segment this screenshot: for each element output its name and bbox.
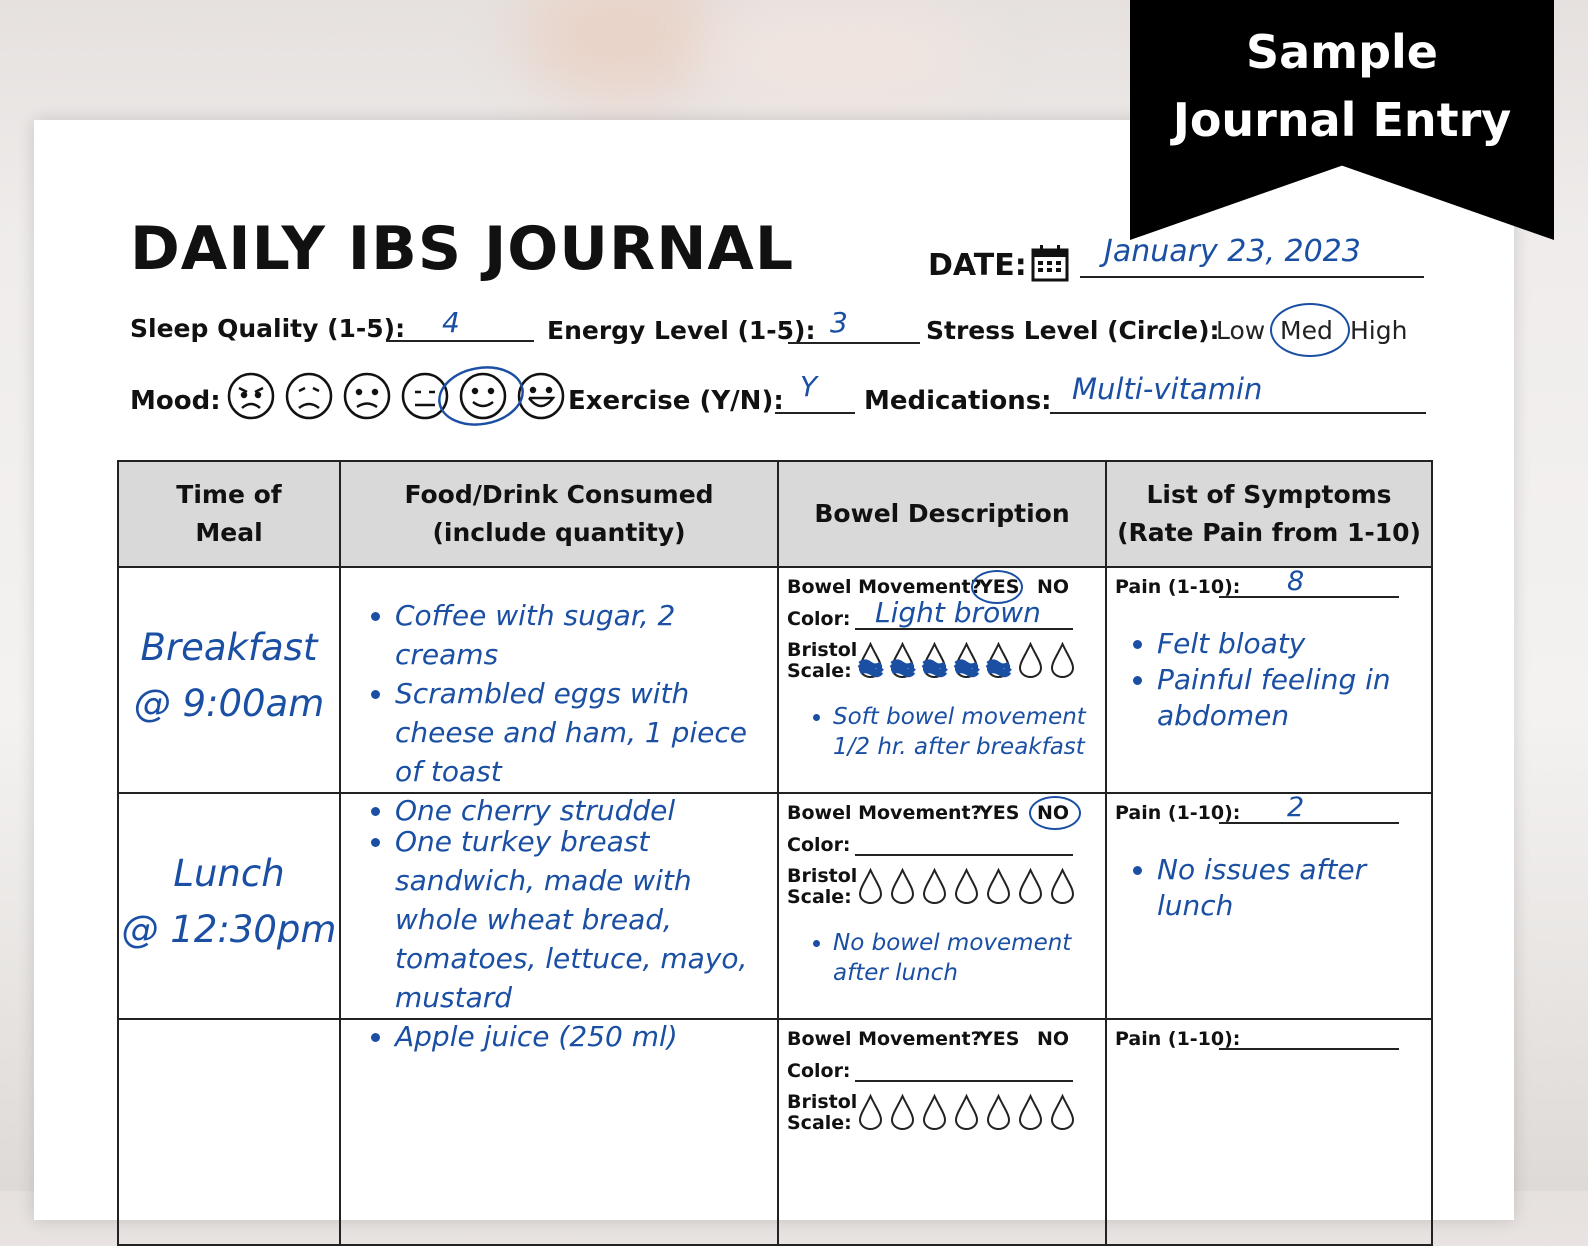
meal-time	[119, 620, 339, 732]
color-label: Color:	[787, 834, 851, 856]
column-header-food: Food/Drink Consumed (include quantity)	[340, 461, 778, 567]
drop-icon[interactable]	[889, 868, 916, 904]
food-cell[interactable]	[340, 793, 778, 1053]
symptom-item: • Painful feeling in abdomen	[1157, 662, 1425, 734]
drop-icon[interactable]	[985, 1094, 1012, 1130]
drop-icon[interactable]	[953, 868, 980, 904]
table-header-row	[118, 461, 1432, 567]
color-line	[855, 1080, 1073, 1082]
bowel-movement-label: Bowel Movement?	[787, 1028, 982, 1050]
energy-level-label: Energy Level (1-5):	[547, 316, 816, 345]
drop-icon[interactable]	[921, 1094, 948, 1130]
pain-value: 2	[1287, 792, 1305, 823]
mood-faces	[225, 366, 565, 426]
symptoms-cell[interactable]	[1106, 1019, 1432, 1245]
background-blur	[700, 0, 980, 110]
exercise-label: Exercise (Y/N):	[568, 386, 784, 416]
bowel-note: • No bowel movement after lunch	[833, 928, 1099, 988]
drop-icon[interactable]	[985, 868, 1012, 904]
angry-face-icon[interactable]	[229, 374, 273, 418]
meal-time-value: @ 12:30pm	[121, 908, 337, 951]
food-cell[interactable]	[340, 1019, 778, 1245]
banner-line2: Journal Entry	[1172, 93, 1512, 147]
food-item: • Coffee with sugar, 2 creams	[395, 596, 771, 674]
stress-option-high[interactable]: High	[1350, 316, 1408, 345]
stress-option-low[interactable]: Low	[1216, 316, 1266, 345]
drop-icon[interactable]	[953, 1094, 980, 1130]
color-label: Color:	[787, 1060, 851, 1082]
pain-line	[1219, 596, 1399, 598]
exercise-line	[775, 412, 855, 414]
bowel-notes	[789, 702, 1099, 762]
pain-label: Pain (1-10):	[1115, 1028, 1241, 1050]
drop-icon[interactable]	[1049, 642, 1076, 678]
stress-option-med[interactable]: Med	[1280, 316, 1333, 345]
filled-drop-icon[interactable]	[985, 642, 1012, 678]
meal-time-value: @ 9:00am	[133, 682, 325, 725]
calendar-icon	[1030, 243, 1070, 283]
drop-icon[interactable]	[1049, 1094, 1076, 1130]
medications-label: Medications:	[864, 386, 1052, 416]
bowel-movement-label: Bowel Movement?	[787, 802, 982, 824]
sleep-quality-line	[386, 340, 534, 342]
symptom-item: • No issues after lunch	[1157, 852, 1425, 924]
pain-line	[1219, 1048, 1399, 1050]
bowel-cell[interactable]	[778, 1019, 1106, 1245]
bristol-label: Bristol Scale:	[787, 1091, 858, 1134]
smile-face-icon[interactable]	[461, 374, 505, 418]
bowel-no-circle	[1029, 796, 1081, 830]
color-label: Color:	[787, 608, 851, 630]
bowel-yes-option[interactable]: YES	[979, 1028, 1020, 1050]
banner-text	[1130, 18, 1554, 154]
food-cell[interactable]	[340, 567, 778, 827]
drop-icon[interactable]	[889, 1094, 916, 1130]
meal-time-cell[interactable]	[118, 567, 340, 793]
sleep-quality-label: Sleep Quality (1-5):	[130, 314, 406, 343]
pain-label: Pain (1-10):	[1115, 576, 1241, 598]
bristol-label: Bristol Scale:	[787, 639, 858, 682]
energy-level-value[interactable]: 3	[830, 306, 848, 339]
filled-drop-icon[interactable]	[953, 642, 980, 678]
pain-value: 8	[1287, 566, 1305, 597]
food-item: • One turkey breast sandwich, made with whole wheat bread, tomatoes, lettuce, mayo, mustard	[395, 822, 771, 1017]
bowel-no-option[interactable]: NO	[1037, 576, 1070, 598]
color-value: Light brown	[875, 596, 1041, 629]
frown-face-icon[interactable]	[345, 374, 389, 418]
meal-name: Breakfast	[140, 626, 318, 669]
medications-value[interactable]: Multi-vitamin	[1072, 372, 1263, 406]
bowel-notes	[789, 928, 1099, 988]
banner-line1: Sample	[1246, 25, 1438, 79]
exercise-value[interactable]: Y	[800, 370, 818, 403]
date-value[interactable]: January 23, 2023	[1104, 234, 1361, 269]
symptoms-cell[interactable]	[1106, 567, 1432, 793]
sad-face-icon[interactable]	[287, 374, 331, 418]
food-item: • One cherry struddel	[395, 791, 771, 830]
meal-time-cell[interactable]	[118, 1019, 340, 1245]
table-row	[118, 1019, 1432, 1245]
meal-time	[119, 846, 339, 958]
bowel-movement-label: Bowel Movement?	[787, 576, 982, 598]
color-line	[855, 854, 1073, 856]
table-row	[118, 567, 1432, 793]
bowel-no-option[interactable]: NO	[1037, 802, 1070, 824]
food-item: • Apple juice (250 ml)	[395, 1017, 771, 1056]
symptoms-cell[interactable]	[1106, 793, 1432, 1019]
background-blur	[520, 0, 720, 100]
drop-icon[interactable]	[921, 868, 948, 904]
drop-icon[interactable]	[1017, 1094, 1044, 1130]
column-header-bowel: Bowel Description	[778, 461, 1106, 567]
stress-level-label: Stress Level (Circle):	[926, 316, 1220, 345]
bristol-scale	[857, 642, 1076, 678]
page-title: DAILY IBS JOURNAL	[130, 214, 795, 284]
drop-icon[interactable]	[1049, 868, 1076, 904]
column-header-symptoms: List of Symptoms (Rate Pain from 1-10)	[1106, 461, 1432, 567]
meal-time-cell[interactable]	[118, 793, 340, 1019]
filled-drop-icon[interactable]	[921, 642, 948, 678]
filled-drop-icon[interactable]	[889, 642, 916, 678]
bowel-no-option[interactable]: NO	[1037, 1028, 1070, 1050]
symptom-list	[1113, 852, 1425, 924]
drop-icon[interactable]	[1017, 868, 1044, 904]
date-label: DATE:	[928, 248, 1027, 283]
mood-label: Mood:	[130, 386, 221, 416]
column-header-time: Time of Meal	[118, 461, 340, 567]
medications-line	[1050, 412, 1426, 414]
symptom-list	[1113, 626, 1425, 734]
energy-level-line	[788, 342, 920, 344]
drop-icon[interactable]	[1017, 642, 1044, 678]
meal-name: Lunch	[173, 852, 285, 895]
pain-line	[1219, 822, 1399, 824]
journal-table	[117, 460, 1433, 1246]
symptom-item: • Felt bloaty	[1157, 626, 1425, 662]
food-item: • Scrambled eggs with cheese and ham, 1 piece of toast	[395, 674, 771, 791]
pain-label: Pain (1-10):	[1115, 802, 1241, 824]
bowel-note: • Soft bowel movement 1/2 hr. after breakfast	[833, 702, 1099, 762]
table-row	[118, 793, 1432, 1019]
drop-icon[interactable]	[857, 868, 884, 904]
bowel-yes-option[interactable]: YES	[979, 802, 1020, 824]
stress-selected-circle	[1270, 303, 1350, 357]
bowel-yes-option[interactable]: YES	[979, 576, 1020, 598]
bristol-scale	[857, 868, 1076, 904]
grin-face-icon[interactable]	[519, 374, 563, 418]
filled-drop-icon[interactable]	[857, 642, 884, 678]
sleep-quality-value[interactable]: 4	[442, 306, 460, 339]
bristol-label: Bristol Scale:	[787, 865, 858, 908]
bowel-cell[interactable]	[778, 567, 1106, 793]
bowel-cell[interactable]	[778, 793, 1106, 1019]
date-field-line	[1080, 276, 1424, 278]
bristol-scale	[857, 1094, 1076, 1130]
drop-icon[interactable]	[857, 1094, 884, 1130]
